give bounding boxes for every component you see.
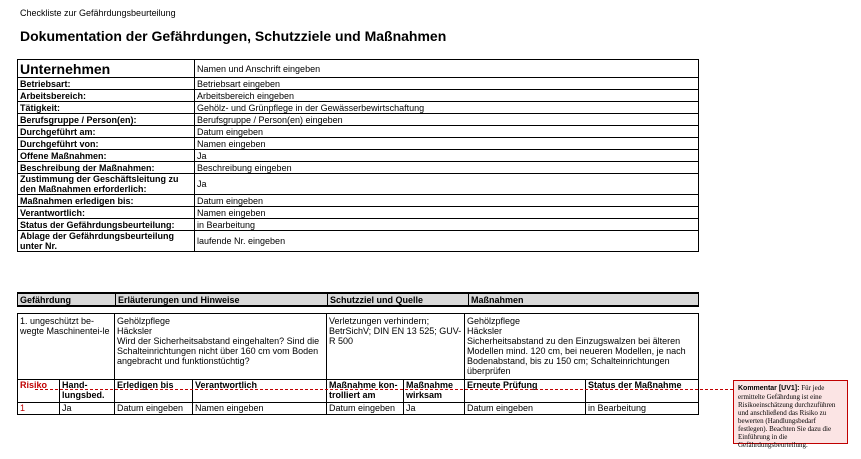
column-header-schutzziel: Schutzziel und Quelle — [328, 293, 469, 306]
company-row-label: Beschreibung der Maßnahmen: — [18, 162, 195, 174]
subheader-massnahme-kontrolliert: Maßnahme kon-trolliert am — [327, 380, 404, 403]
company-row-label: Arbeitsbereich: — [18, 90, 195, 102]
measures-title: Gehölzpflege — [467, 316, 521, 326]
company-row-value[interactable]: Namen eingeben — [195, 207, 699, 219]
company-row-value[interactable]: Ja — [195, 174, 699, 195]
company-row-value[interactable]: Gehölz- und Grünpflege in der Gewässerbewirtschaftung — [195, 102, 699, 114]
company-row-value[interactable]: Datum eingeben — [195, 195, 699, 207]
company-table — [17, 59, 699, 252]
value-erneute-pruefung[interactable]: Datum eingeben — [465, 403, 586, 415]
company-row-label: Berufsgruppe / Person(en): — [18, 114, 195, 126]
company-row-label: Maßnahmen erledigen bis: — [18, 195, 195, 207]
value-handlungsbedarf[interactable]: Ja — [60, 403, 115, 415]
value-erledigen-bis[interactable]: Datum eingeben — [115, 403, 193, 415]
document-header: Checkliste zur Gefährdungsbeurteilung — [20, 8, 176, 18]
hazard-protection-goal[interactable]: Verletzungen verhindern; BetrSichV; DIN EN 13 525; GUV-R 500 — [327, 314, 465, 380]
company-row-label: Durchgeführt am: — [18, 126, 195, 138]
column-header-massnahmen: Maßnahmen — [469, 293, 699, 306]
comment-balloon[interactable] — [733, 380, 848, 449]
explanation-text: Wird der Sicherheitsabstand eingehalten? Sind die Schalteinrichtungen nicht über 160 cm vom Boden angebracht und funktionstüchtig? — [117, 336, 320, 366]
explanation-title: Gehölzpflege — [117, 316, 171, 326]
company-row-value[interactable]: Berufsgruppe / Person(en) eingeben — [195, 114, 699, 126]
value-verantwortlich[interactable]: Namen eingeben — [193, 403, 327, 415]
company-row-value[interactable]: Datum eingeben — [195, 126, 699, 138]
subheader-erneute-pruefung: Erneute Prüfung — [465, 380, 586, 403]
company-row-label: Zustimmung der Geschäftsleitung zu den Maßnahmen erforderlich: — [18, 174, 195, 195]
subheader-status: Status der Maßnahme — [586, 380, 699, 403]
measures-text: Sicherheitsabstand zu den Einzugswalzen bei älteren Modellen mind. 120 cm, bei neueren Modellen, je nach Bodenabstand, bis zu 150 cm; Schalteinrichtungen überprüfen — [467, 336, 686, 376]
company-row-value[interactable]: Arbeitsbereich eingeben — [195, 90, 699, 102]
column-header-gefaehrdung: Gefährdung — [18, 293, 116, 306]
hazard-header-table — [17, 292, 699, 307]
comment-label: Kommentar [UV1]: — [738, 385, 800, 392]
subheader-risiko: Risiko — [18, 380, 60, 403]
company-heading-value[interactable]: Namen und Anschrift eingeben — [195, 60, 699, 78]
company-row-value[interactable]: in Bearbeitung — [195, 219, 699, 231]
company-row-label: Ablage der Gefährdungsbeurteilung unter Nr. — [18, 231, 195, 252]
hazard-measures[interactable] — [465, 314, 699, 380]
company-row-value[interactable]: Beschreibung eingeben — [195, 162, 699, 174]
company-row-label: Status der Gefährdungsbeurteilung: — [18, 219, 195, 231]
company-row-value[interactable]: Betriebsart eingeben — [195, 78, 699, 90]
company-heading: Unternehmen — [18, 60, 195, 78]
company-row-value[interactable]: Ja — [195, 150, 699, 162]
subheader-erledigen-bis: Erledigen bis — [115, 380, 193, 403]
company-row-value[interactable]: laufende Nr. eingeben — [195, 231, 699, 252]
value-status[interactable]: in Bearbeitung — [586, 403, 699, 415]
subheader-handlungsbedarf: Hand-lungsbed. — [60, 380, 115, 403]
company-row-value[interactable]: Namen eingeben — [195, 138, 699, 150]
subheader-verantwortlich: Verantwortlich — [193, 380, 327, 403]
column-header-erlaeuterungen: Erläuterungen und Hinweise — [116, 293, 328, 306]
page-title: Dokumentation der Gefährdungen, Schutzziele und Maßnahmen — [20, 28, 447, 44]
subheader-massnahme-wirksam: Maßnahme wirksam — [404, 380, 465, 403]
hazard-explanation[interactable] — [115, 314, 327, 380]
company-row-label: Offene Maßnahmen: — [18, 150, 195, 162]
value-risiko[interactable]: 1 — [18, 403, 60, 415]
value-massnahme-wirksam[interactable]: Ja — [404, 403, 465, 415]
company-row-label: Betriebsart: — [18, 78, 195, 90]
company-row-label: Verantwortlich: — [18, 207, 195, 219]
hazard-description[interactable]: 1. ungeschützt be-wegte Maschinentei-le — [18, 314, 115, 380]
hazard-table — [17, 313, 699, 415]
value-massnahme-kontrolliert[interactable]: Datum eingeben — [327, 403, 404, 415]
company-row-label: Tätigkeit: — [18, 102, 195, 114]
measures-subtitle: Häcksler — [467, 326, 503, 336]
comment-anchor-line — [35, 389, 733, 390]
explanation-subtitle: Häcksler — [117, 326, 153, 336]
comment-text: Für jede ermittelte Gefährdung ist eine Risikoeinschätzung durchzuführen und anschließend das Risiko zu bewerten (Handlungsbedarf festlegen). Beachten Sie dazu die Einführung in die Gefährdungsbeurteilung. — [738, 384, 836, 449]
company-row-label: Durchgeführt von: — [18, 138, 195, 150]
